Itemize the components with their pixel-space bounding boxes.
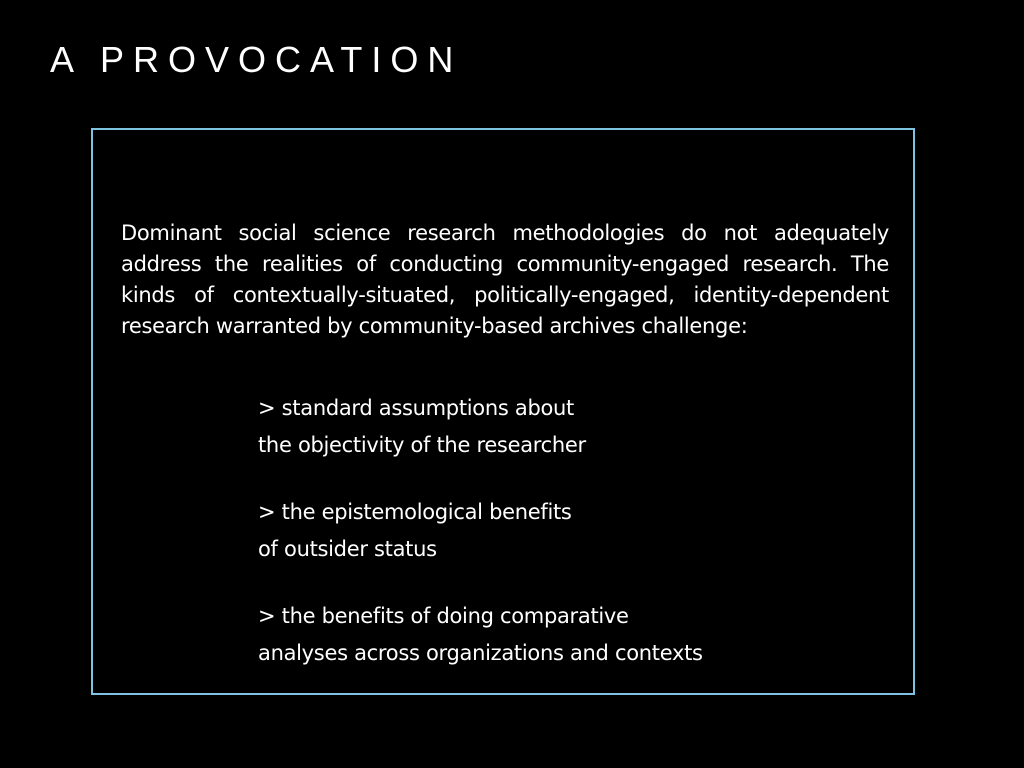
challenge-item-line1: > the epistemological benefits <box>258 500 572 524</box>
challenge-item <box>258 598 898 672</box>
challenge-item-line2: analyses across organizations and contexts <box>258 641 703 665</box>
challenge-item <box>258 494 898 568</box>
challenge-list <box>258 390 898 702</box>
challenge-item-line2: the objectivity of the researcher <box>258 433 586 457</box>
challenge-item-line1: > the benefits of doing comparative <box>258 604 629 628</box>
challenge-item-line2: of outsider status <box>258 537 437 561</box>
challenge-item-line1: > standard assumptions about <box>258 396 574 420</box>
slide-title: A PROVOCATION <box>50 39 463 80</box>
intro-paragraph: Dominant social science research methodologies do not adequately address the realities of conducting community-engaged research. The kinds of contextually-situated, politically-engaged, identity-dependent research warranted by community-based archives challenge: <box>121 221 889 338</box>
content-box <box>91 128 915 695</box>
challenge-item <box>258 390 898 464</box>
